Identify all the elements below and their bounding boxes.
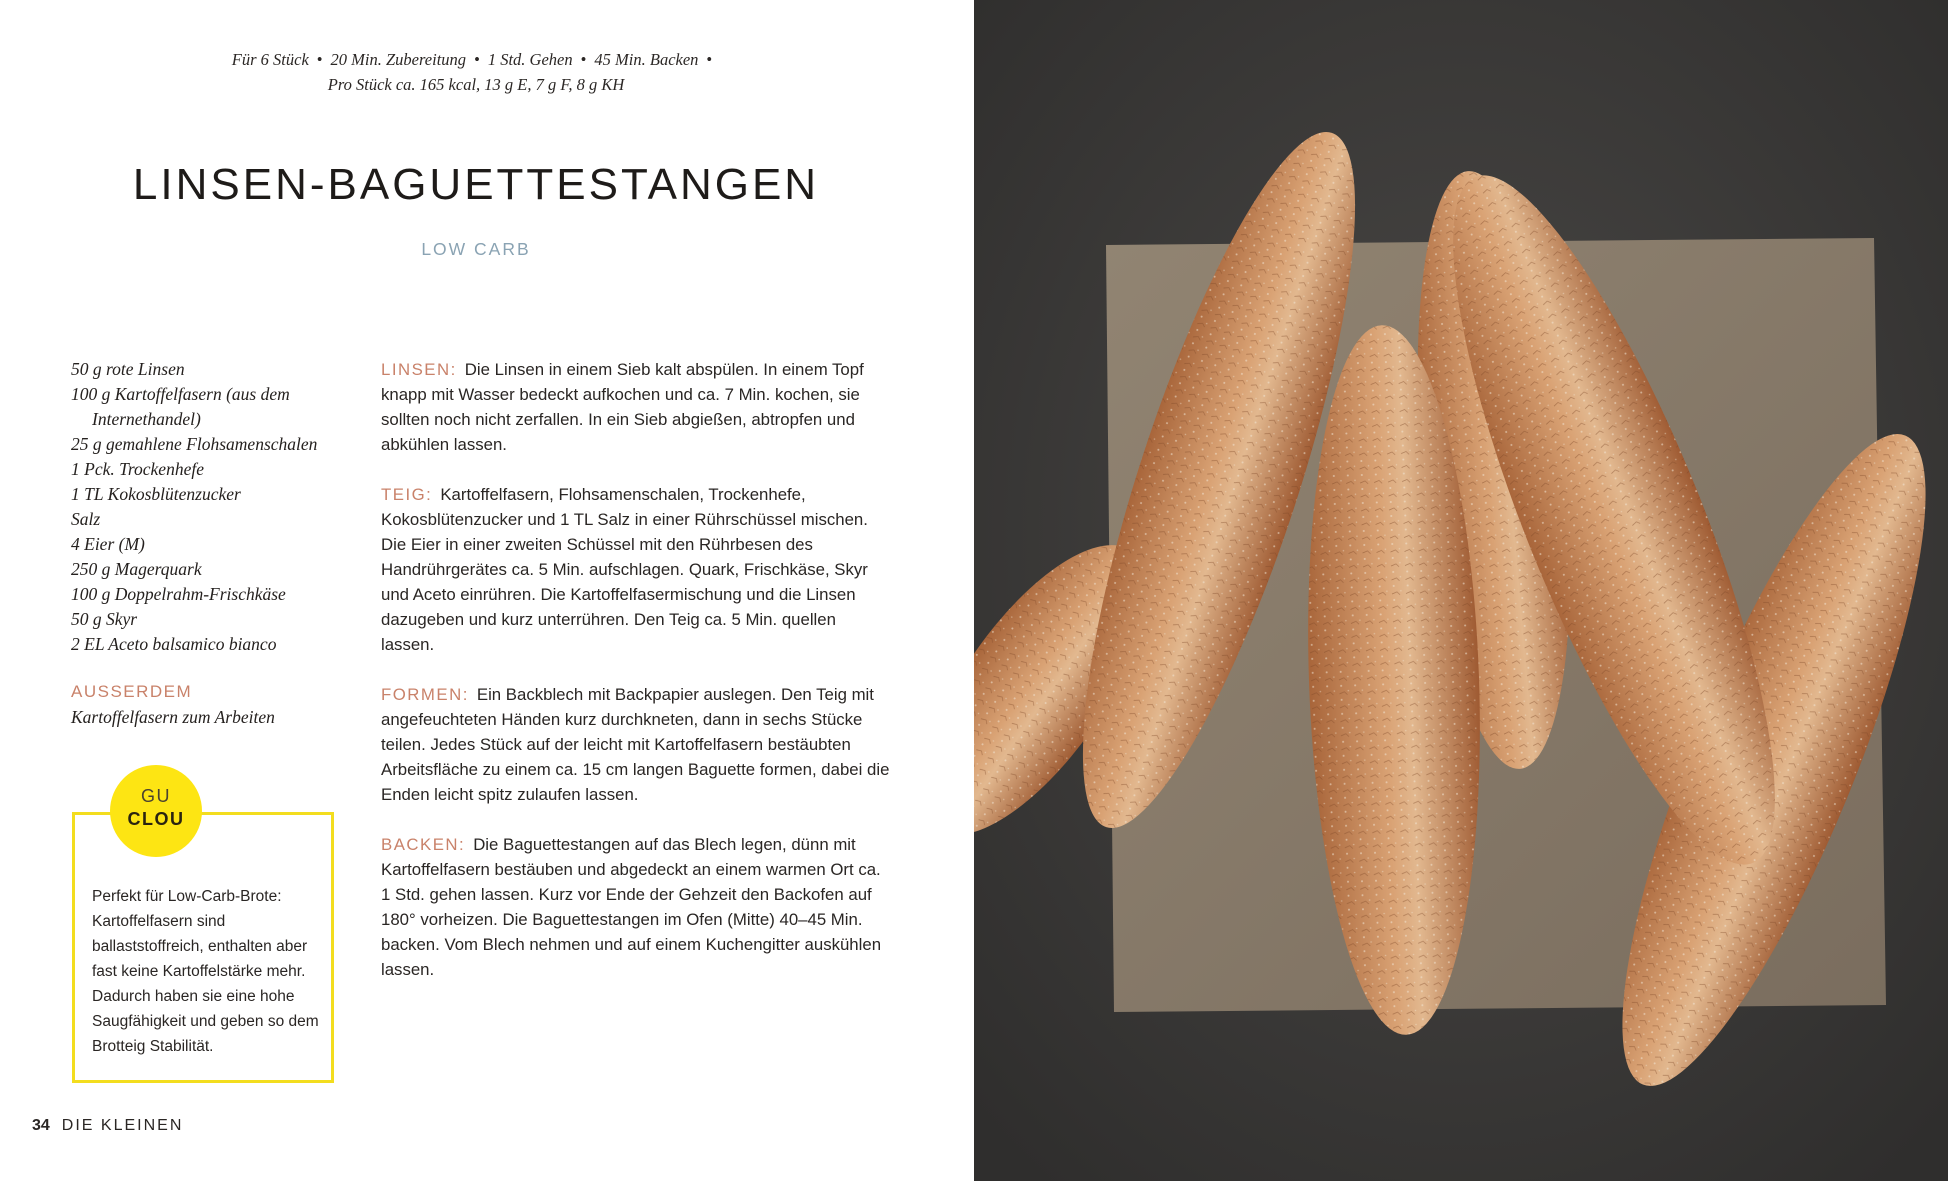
tip-badge-line2: CLOU [127, 809, 185, 829]
step-label: FORMEN: [381, 685, 469, 704]
step-dough [381, 482, 891, 657]
rise-time: 1 Std. Gehen [487, 50, 573, 69]
recipe-meta-line: Für 6 Stück • 20 Min. Zubereitung • 1 Std. Gehen • 45 Min. Backen • [231, 50, 713, 69]
extra-ingredient-item: Kartoffelfasern zum Arbeiten [71, 707, 275, 727]
ingredient-item: 1 Pck. Trockenhefe [71, 459, 204, 479]
ingredient-list [71, 357, 351, 657]
ingredient-item: Internethandel) [92, 409, 201, 429]
servings: Für 6 Stück [231, 50, 309, 69]
step-text: Die Linsen in einem Sieb kalt abspülen. In einem Topf knapp mit Wasser bedeckt aufkochen und ca. 7 Min. kochen, sie sollten noch nicht zerfallen. In ein Sieb abgießen, abtropfen und abkühlen lassen. [381, 360, 864, 454]
step-baking [381, 832, 891, 982]
step-label: LINSEN: [381, 360, 457, 379]
ingredient-item: 100 g Doppelrahm-Frischkäse [71, 584, 286, 604]
step-text: Kartoffelfasern, Flohsamenschalen, Trockenhefe, Kokosblütenzucker und 1 TL Salz in einer Rührschüssel mischen. Die Eier in einer zweiten Schüssel mit den Rührbesen des Handrührgerätes ca. 5 Min. aufschlagen. Quark, Frischkäse, Skyr und Aceto einrühren. Die Kartoffelfasermischung und die Linsen dazugeben und kurz unterrühren. Den Teig ca. 5 Min. quellen lassen. [381, 485, 868, 654]
ingredient-item: 250 g Magerquark [71, 559, 202, 579]
ingredient-item: 50 g rote Linsen [71, 359, 185, 379]
baguette-photo-illustration [974, 0, 1948, 1181]
step-text: Die Baguettestangen auf das Blech legen, dünn mit Kartoffelfasern bestäuben und abgedeckt an einem warmen Ort ca. 1 Std. gehen lassen. Kurz vor Ende der Gehzeit den Backofen auf 180° vorheizen. Die Baguettestangen im Ofen (Mitte) 40–45 Min. backen. Vom Blech nehmen und auf einem Kuchengitter auskühlen lassen. [381, 835, 882, 979]
step-lentils [381, 357, 891, 457]
ingredient-item: 1 TL Kokosblütenzucker [71, 484, 241, 504]
prep-time: 20 Min. Zubereitung [330, 50, 467, 69]
ingredient-item: 100 g Kartoffelfasern (aus dem [71, 384, 290, 404]
tip-badge [110, 765, 202, 857]
step-shaping [381, 682, 891, 807]
nutrition-info: Pro Stück ca. 165 kcal, 13 g E, 7 g F, 8 g KH [327, 75, 625, 94]
ingredient-item: Salz [71, 509, 101, 529]
bake-time: 45 Min. Backen [594, 50, 699, 69]
step-label: TEIG: [381, 485, 433, 504]
tip-badge-line1: GU [141, 786, 171, 806]
step-label: BACKEN: [381, 835, 466, 854]
bread-photo [974, 0, 1948, 1181]
ingredient-item: 25 g gemahlene Flohsamenschalen [71, 434, 318, 454]
tip-text: Perfekt für Low-Carb-Brote: Kartoffelfasern sind ballaststoffreich, enthalten aber fast keine Kartoffelstärke mehr. Dadurch haben sie eine hohe Saugfähigkeit und geben so dem Brotteig Stabilität. [92, 888, 319, 1055]
ingredient-item: 4 Eier (M) [71, 534, 145, 554]
recipe-title: LINSEN-BAGUETTESTANGEN [132, 160, 820, 209]
section-name: DIE KLEINEN [61, 1117, 184, 1134]
step-text: Ein Backblech mit Backpapier auslegen. Den Teig mit angefeuchteten Händen kurz durchkneten, dann in sechs Stücke teilen. Jedes Stück auf der leicht mit Kartoffelfasern bestäubten Arbeitsfläche zu einem ca. 15 cm langen Baguette formen, dabei die Enden leicht spitz zulaufen lassen. [381, 685, 890, 804]
ingredient-item: 2 EL Aceto balsamico bianco [71, 634, 277, 654]
page-footer [32, 1117, 183, 1135]
extra-ingredients-heading: AUSSERDEM [71, 682, 193, 701]
recipe-subtitle: LOW CARB [421, 239, 531, 259]
ingredient-item: 50 g Skyr [71, 609, 138, 629]
page-number: 34 [32, 1117, 50, 1134]
instruction-steps [381, 357, 891, 1007]
